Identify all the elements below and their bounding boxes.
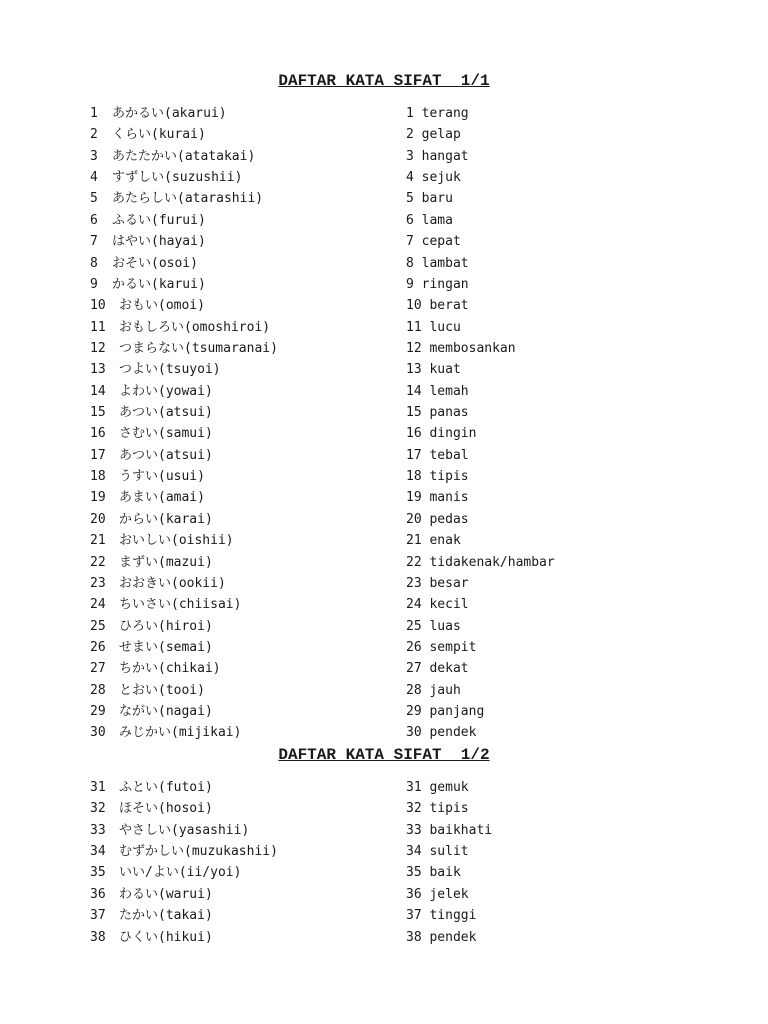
vocab-row bbox=[0, 445, 768, 466]
japanese-word: さむい(samui) bbox=[119, 426, 213, 442]
indonesian-meaning: 31 gemuk bbox=[406, 780, 469, 795]
vocab-row bbox=[0, 777, 768, 798]
japanese-word: ちかい(chikai) bbox=[119, 661, 221, 677]
japanese-word: たかい(takai) bbox=[119, 908, 213, 924]
japanese-word: つまらない(tsumaranai) bbox=[119, 340, 278, 356]
indonesian-meaning: 5 baru bbox=[406, 191, 453, 207]
indonesian-meaning: 13 kuat bbox=[406, 362, 461, 378]
japanese-word: あたたかい(atatakai) bbox=[112, 148, 256, 164]
item-number: 34 bbox=[90, 844, 106, 860]
item-number: 18 bbox=[90, 469, 106, 485]
item-number: 10 bbox=[90, 298, 106, 314]
vocab-row bbox=[0, 616, 768, 637]
vocab-row bbox=[0, 841, 768, 862]
indonesian-meaning: 14 lemah bbox=[406, 383, 469, 399]
item-number: 38 bbox=[90, 929, 106, 945]
item-number: 11 bbox=[90, 319, 106, 335]
vocab-row bbox=[0, 487, 768, 508]
indonesian-meaning: 27 dekat bbox=[406, 661, 469, 677]
vocab-row bbox=[0, 573, 768, 594]
section-title-2: DAFTAR KATA SIFAT 1/2 bbox=[278, 746, 490, 764]
japanese-word: よわい(yowai) bbox=[119, 383, 213, 399]
japanese-word: ひろい(hiroi) bbox=[119, 618, 213, 634]
japanese-word: くらい(kurai) bbox=[112, 127, 206, 143]
japanese-word: ふるい(furui) bbox=[112, 212, 206, 228]
indonesian-meaning: 16 dingin bbox=[406, 426, 477, 442]
item-number: 15 bbox=[90, 405, 106, 421]
vocab-row bbox=[0, 359, 768, 380]
vocab-row bbox=[0, 167, 768, 188]
item-number: 2 bbox=[90, 127, 98, 143]
item-number: 1 bbox=[90, 106, 98, 121]
item-number: 31 bbox=[90, 780, 106, 795]
vocab-row bbox=[0, 253, 768, 274]
item-number: 9 bbox=[90, 276, 98, 292]
item-number: 12 bbox=[90, 340, 106, 356]
japanese-word: ほそい(hosoi) bbox=[119, 801, 213, 817]
indonesian-meaning: 2 gelap bbox=[406, 127, 461, 143]
item-number: 36 bbox=[90, 886, 106, 902]
japanese-word: ながい(nagai) bbox=[119, 704, 213, 720]
vocab-row bbox=[0, 210, 768, 231]
vocab-list-1 bbox=[0, 103, 768, 744]
japanese-word: あつい(atsui) bbox=[119, 405, 213, 421]
item-number: 24 bbox=[90, 597, 106, 613]
vocab-row bbox=[0, 658, 768, 679]
vocab-row bbox=[0, 701, 768, 722]
vocab-row bbox=[0, 423, 768, 444]
indonesian-meaning: 32 tipis bbox=[406, 801, 469, 817]
indonesian-meaning: 17 tebal bbox=[406, 447, 469, 463]
indonesian-meaning: 24 kecil bbox=[406, 597, 469, 613]
japanese-word: おおきい(ookii) bbox=[119, 575, 226, 591]
indonesian-meaning: 3 hangat bbox=[406, 148, 469, 164]
vocab-row bbox=[0, 594, 768, 615]
japanese-word: すずしい(suzushii) bbox=[112, 170, 243, 186]
vocab-row bbox=[0, 820, 768, 841]
item-number: 19 bbox=[90, 490, 106, 506]
indonesian-meaning: 9 ringan bbox=[406, 276, 469, 292]
indonesian-meaning: 23 besar bbox=[406, 575, 469, 591]
indonesian-meaning: 38 pendek bbox=[406, 929, 477, 945]
vocab-row bbox=[0, 862, 768, 883]
vocab-row bbox=[0, 552, 768, 573]
vocab-row bbox=[0, 466, 768, 487]
japanese-word: ふとい(futoi) bbox=[119, 780, 213, 795]
item-number: 26 bbox=[90, 639, 106, 655]
vocab-list-2 bbox=[0, 777, 768, 948]
japanese-word: みじかい(mijikai) bbox=[119, 725, 242, 741]
vocab-row bbox=[0, 927, 768, 948]
vocab-row bbox=[0, 381, 768, 402]
vocab-row bbox=[0, 509, 768, 530]
japanese-word: むずかしい(muzukashii) bbox=[119, 844, 278, 860]
japanese-word: おいしい(oishii) bbox=[119, 533, 234, 549]
item-number: 35 bbox=[90, 865, 106, 881]
japanese-word: せまい(semai) bbox=[119, 639, 213, 655]
item-number: 16 bbox=[90, 426, 106, 442]
japanese-word: とおい(tooi) bbox=[119, 682, 205, 698]
item-number: 6 bbox=[90, 212, 98, 228]
vocab-row bbox=[0, 317, 768, 338]
item-number: 29 bbox=[90, 704, 106, 720]
indonesian-meaning: 10 berat bbox=[406, 298, 469, 314]
vocab-row bbox=[0, 637, 768, 658]
indonesian-meaning: 12 membosankan bbox=[406, 340, 516, 356]
indonesian-meaning: 18 tipis bbox=[406, 469, 469, 485]
vocab-row bbox=[0, 188, 768, 209]
vocab-row bbox=[0, 530, 768, 551]
item-number: 20 bbox=[90, 511, 106, 527]
item-number: 32 bbox=[90, 801, 106, 817]
vocab-row bbox=[0, 231, 768, 252]
vocab-row bbox=[0, 124, 768, 145]
item-number: 7 bbox=[90, 234, 98, 250]
section-title-1: DAFTAR KATA SIFAT 1/1 bbox=[278, 72, 490, 90]
vocab-row bbox=[0, 146, 768, 167]
item-number: 23 bbox=[90, 575, 106, 591]
japanese-word: はやい(hayai) bbox=[112, 234, 206, 250]
indonesian-meaning: 22 tidakenak/hambar bbox=[406, 554, 555, 570]
indonesian-meaning: 25 luas bbox=[406, 618, 461, 634]
indonesian-meaning: 26 sempit bbox=[406, 639, 477, 655]
vocab-row bbox=[0, 884, 768, 905]
item-number: 30 bbox=[90, 725, 106, 741]
indonesian-meaning: 7 cepat bbox=[406, 234, 461, 250]
vocab-row bbox=[0, 798, 768, 819]
item-number: 27 bbox=[90, 661, 106, 677]
japanese-word: わるい(warui) bbox=[119, 886, 213, 902]
indonesian-meaning: 1 terang bbox=[406, 106, 469, 121]
indonesian-meaning: 28 jauh bbox=[406, 682, 461, 698]
japanese-word: うすい(usui) bbox=[119, 469, 205, 485]
indonesian-meaning: 19 manis bbox=[406, 490, 469, 506]
item-number: 28 bbox=[90, 682, 106, 698]
item-number: 3 bbox=[90, 148, 98, 164]
vocab-row bbox=[0, 295, 768, 316]
vocab-row bbox=[0, 103, 768, 124]
indonesian-meaning: 36 jelek bbox=[406, 886, 469, 902]
indonesian-meaning: 15 panas bbox=[406, 405, 469, 421]
japanese-word: やさしい(yasashii) bbox=[119, 822, 250, 838]
indonesian-meaning: 11 lucu bbox=[406, 319, 461, 335]
item-number: 8 bbox=[90, 255, 98, 271]
indonesian-meaning: 6 lama bbox=[406, 212, 453, 228]
japanese-word: あつい(atsui) bbox=[119, 447, 213, 463]
vocab-row bbox=[0, 680, 768, 701]
japanese-word: ひくい(hikui) bbox=[119, 929, 213, 945]
vocab-row bbox=[0, 274, 768, 295]
indonesian-meaning: 34 sulit bbox=[406, 844, 469, 860]
indonesian-meaning: 37 tinggi bbox=[406, 908, 477, 924]
indonesian-meaning: 8 lambat bbox=[406, 255, 469, 271]
item-number: 22 bbox=[90, 554, 106, 570]
japanese-word: あたらしい(atarashii) bbox=[112, 191, 264, 207]
japanese-word: おもしろい(omoshiroi) bbox=[119, 319, 271, 335]
indonesian-meaning: 20 pedas bbox=[406, 511, 469, 527]
japanese-word: まずい(mazui) bbox=[119, 554, 213, 570]
japanese-word: かるい(karui) bbox=[112, 276, 206, 292]
item-number: 17 bbox=[90, 447, 106, 463]
item-number: 5 bbox=[90, 191, 98, 207]
item-number: 13 bbox=[90, 362, 106, 378]
japanese-word: ちいさい(chiisai) bbox=[119, 597, 242, 613]
item-number: 4 bbox=[90, 170, 98, 186]
indonesian-meaning: 33 baikhati bbox=[406, 822, 493, 838]
item-number: 25 bbox=[90, 618, 106, 634]
japanese-word: あまい(amai) bbox=[119, 490, 205, 506]
japanese-word: いい/よい(ii/yoi) bbox=[119, 865, 242, 881]
item-number: 21 bbox=[90, 533, 106, 549]
japanese-word: からい(karai) bbox=[119, 511, 213, 527]
vocab-row bbox=[0, 402, 768, 423]
item-number: 14 bbox=[90, 383, 106, 399]
item-number: 33 bbox=[90, 822, 106, 838]
vocab-row bbox=[0, 722, 768, 743]
indonesian-meaning: 21 enak bbox=[406, 533, 461, 549]
vocab-row bbox=[0, 905, 768, 926]
japanese-word: おそい(osoi) bbox=[112, 255, 198, 271]
indonesian-meaning: 30 pendek bbox=[406, 725, 477, 741]
indonesian-meaning: 29 panjang bbox=[406, 704, 485, 720]
japanese-word: おもい(omoi) bbox=[119, 298, 205, 314]
indonesian-meaning: 35 baik bbox=[406, 865, 461, 881]
japanese-word: あかるい(akarui) bbox=[112, 106, 227, 121]
vocab-row bbox=[0, 338, 768, 359]
indonesian-meaning: 4 sejuk bbox=[406, 170, 461, 186]
japanese-word: つよい(tsuyoi) bbox=[119, 362, 221, 378]
item-number: 37 bbox=[90, 908, 106, 924]
